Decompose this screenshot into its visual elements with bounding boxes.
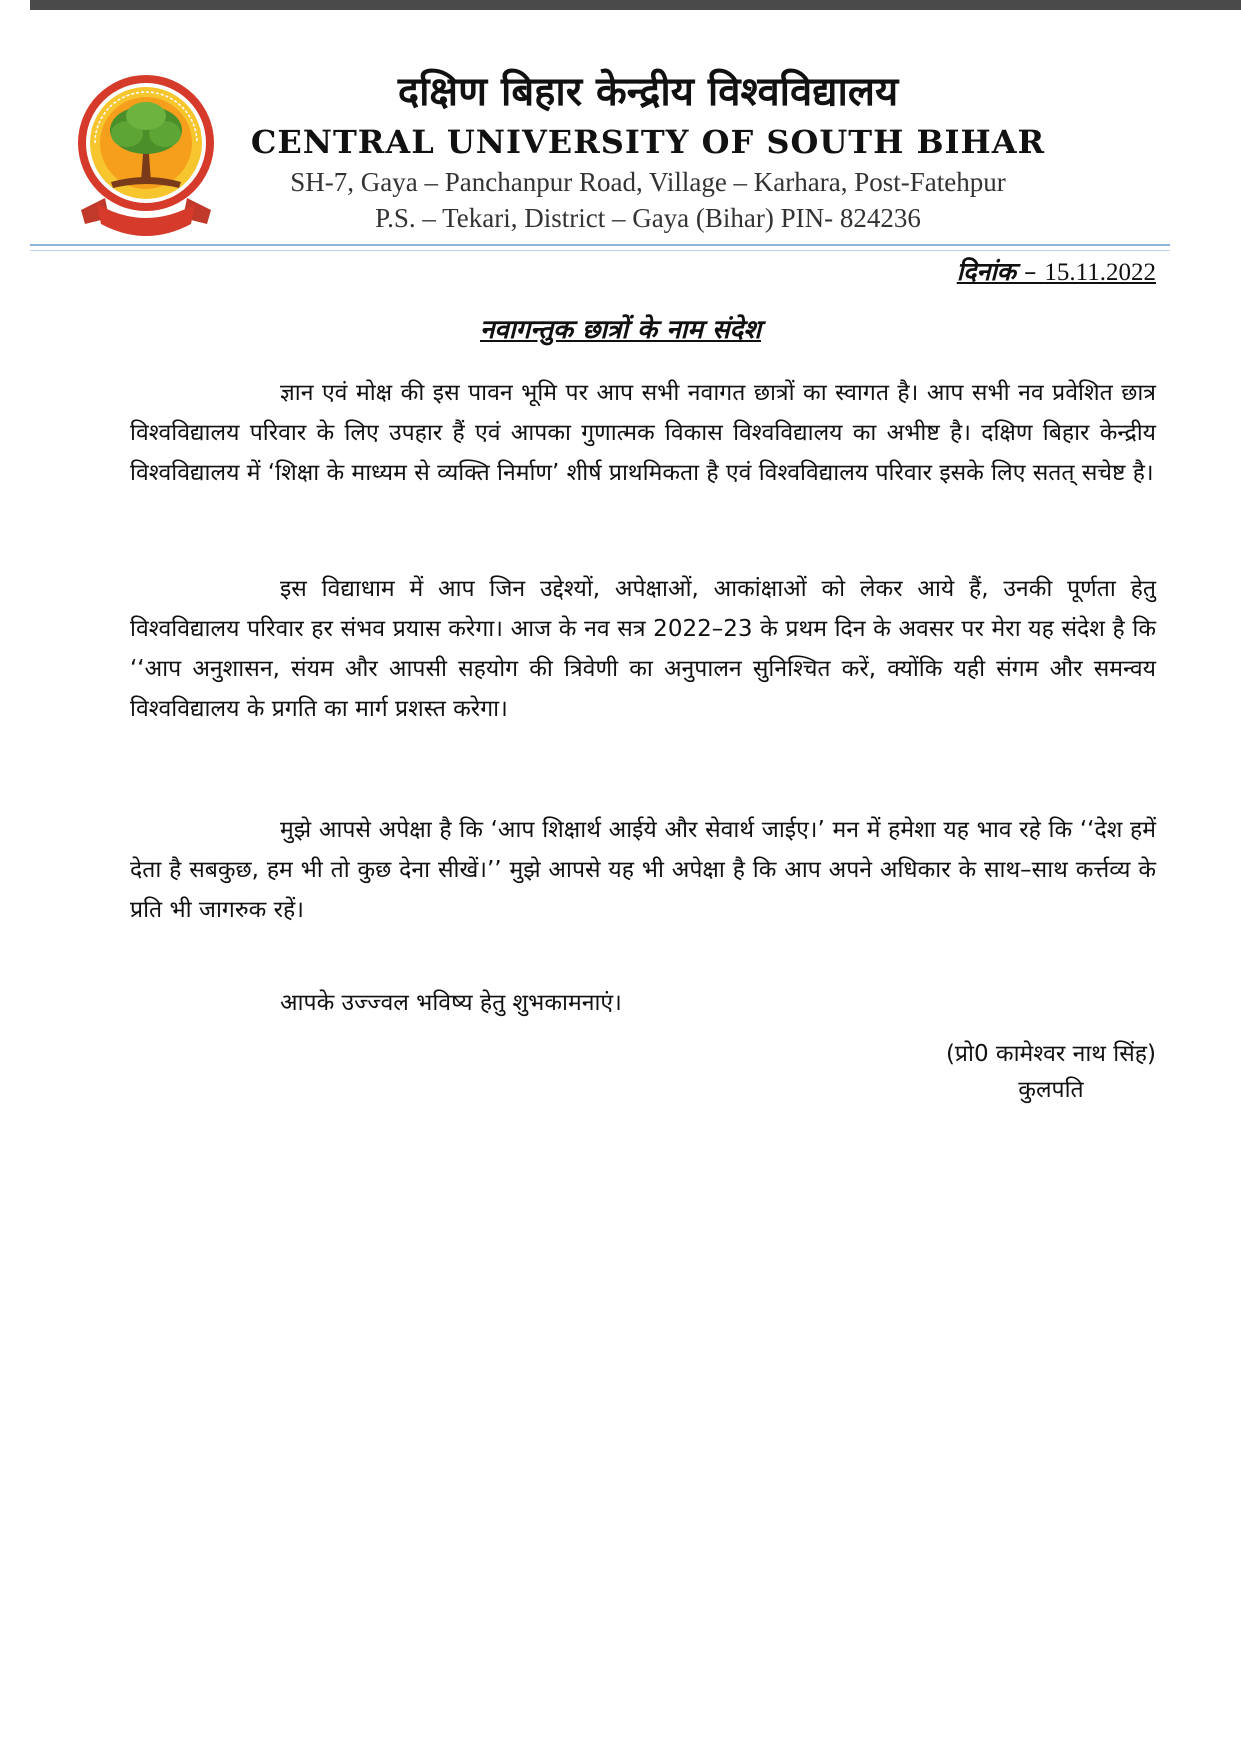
university-logo: [75, 72, 217, 236]
date-value: 15.11.2022: [1044, 259, 1156, 286]
body-paragraph-3: मुझे आपसे अपेक्षा है कि ‘आप शिक्षार्थ आईये और सेवार्थ जाईए।’ मन में हमेशा यह भाव रहे कि ‘‘देश हमें देता है सबकुछ, हम भी तो कुछ देना सीखें।’’ मुझे आपसे यह भी अपेक्षा है कि आप अपने अधिकार के साथ–साथ कर्त्तव्य के प्रति भी जागरुक रहें।: [130, 817, 1156, 923]
signatory-designation: कुलपति: [1018, 1077, 1084, 1103]
letter-date: [957, 254, 1156, 291]
top-border-bar: [30, 0, 1241, 10]
university-name-english: CENTRAL UNIVERSITY OF SOUTH BIHAR: [250, 123, 1046, 161]
university-name-hindi: दक्षिण बिहार केन्द्रीय विश्वविद्यालय: [397, 69, 899, 115]
body-paragraph-1: ज्ञान एवं मोक्ष की इस पावन भूमि पर आप सभी नवागत छात्रों का स्वागत है। आप सभी नव प्रवेशित छात्र विश्वविद्यालय परिवार के लिए उपहार हैं एवं आपका गुणात्मक विकास विश्वविद्यालय का अभीष्ट है। दक्षिण बिहार केन्द्रीय विश्वविद्यालय में ‘शिक्षा के माध्यम से व्यक्ति निर्माण’ शीर्ष प्राथमिकता है एवं विश्वविद्यालय परिवार इसके लिए सतत् सचेष्ट है।: [130, 380, 1156, 486]
signature-block: [946, 1036, 1156, 1108]
body-paragraph-2: इस विद्याधाम में आप जिन उद्देश्यों, अपेक्षाओं, आकांक्षाओं को लेकर आये हैं, उनकी पूर्णता हेतु विश्वविद्यालय परिवार हर संभव प्रयास करेगा। आज के नव सत्र 2022–23 के प्रथम दिन के अवसर पर मेरा यह संदेश है कि ‘‘आप अनुशासन, संयम और आपसी सहयोग की त्रिवेणी का अनुपालन सुनिश्चित करें, क्योंकि यही संगम और समन्वय विश्वविद्यालय के प्रगति का मार्ग प्रशस्त करेगा।: [130, 576, 1156, 722]
date-separator: –: [1016, 257, 1045, 286]
letter-subject: नवागन्तुक छात्रों के नाम संदेश: [479, 315, 762, 345]
letterhead: [238, 64, 1058, 236]
address-line-1: SH-7, Gaya – Panchanpur Road, Village – Karhara, Post-Fatehpur: [290, 167, 1006, 197]
university-emblem-tree-icon: [75, 72, 217, 236]
closing-wishes: आपके उज्ज्वल भविष्य हेतु शुभकामनाएं।: [280, 990, 622, 1016]
letterhead-divider: [30, 244, 1170, 246]
address-line-2: P.S. – Tekari, District – Gaya (Bihar) PIN- 824236: [375, 203, 921, 233]
signatory-name: (प्रो0 कामेश्वर नाथ सिंह): [945, 1041, 1156, 1067]
letterhead-divider-secondary: [30, 250, 1170, 251]
date-label: दिनांक: [956, 257, 1017, 286]
